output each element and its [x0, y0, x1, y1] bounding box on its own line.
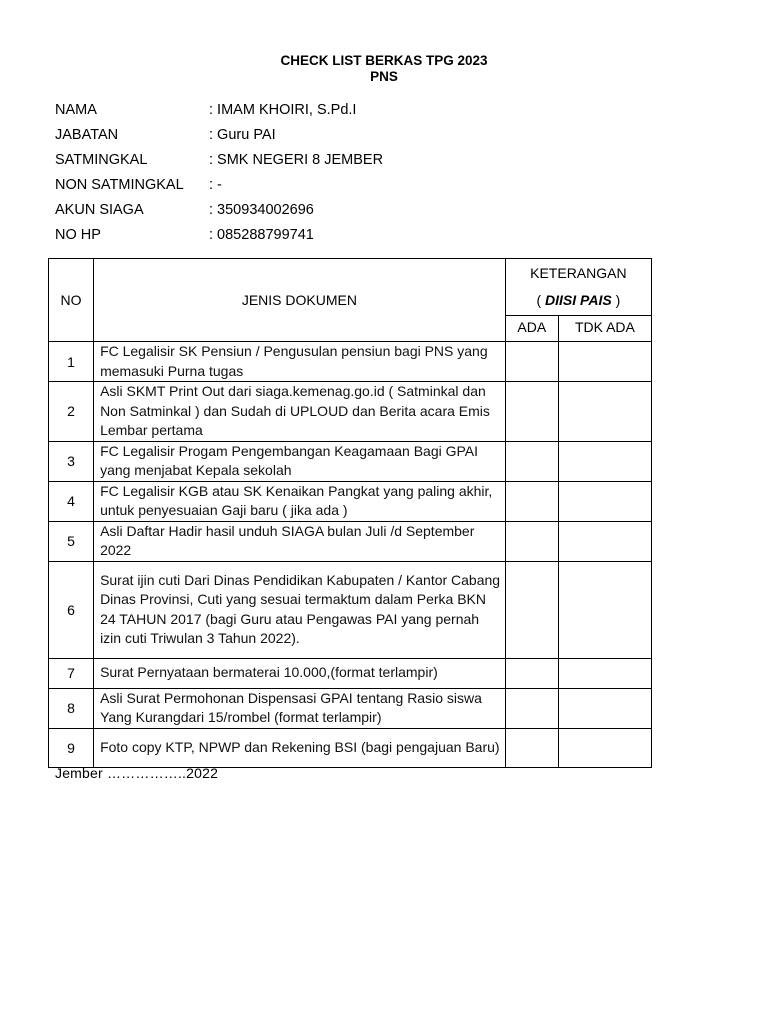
header-ada: ADA [505, 316, 558, 342]
row-number: 6 [49, 561, 94, 658]
signature-date-line: Jember ……………..2022 [55, 765, 219, 781]
header-diisi-note [506, 287, 651, 314]
row-number: 9 [49, 728, 94, 767]
header-keterangan-label: KETERANGAN [530, 265, 627, 281]
table-row [49, 521, 652, 561]
row-number: 2 [49, 382, 94, 442]
info-label: NAMA [55, 102, 97, 118]
info-value: : Guru PAI [209, 127, 276, 143]
row-tdk-ada-cell[interactable] [558, 658, 651, 688]
info-value: : 085288799741 [209, 227, 314, 243]
checklist-table [48, 258, 652, 768]
row-document: Surat Pernyataan bermaterai 10.000,(format terlampir) [94, 658, 506, 688]
row-document: Asli Surat Permohonan Dispensasi GPAI tentang Rasio siswa Yang Kurangdari 15/rombel (format terlampir) [94, 688, 506, 728]
row-document: FC Legalisir SK Pensiun / Pengusulan pensiun bagi PNS yang memasuki Purna tugas [94, 342, 506, 382]
table-row [49, 658, 652, 688]
row-document: FC Legalisir KGB atau SK Kenaikan Pangkat yang paling akhir, untuk penyesuaian Gaji baru ( jika ada ) [94, 481, 506, 521]
header-jenis-dokumen: JENIS DOKUMEN [94, 259, 506, 342]
document-subtitle: PNS [370, 69, 398, 84]
row-document: Asli Daftar Hadir hasil unduh SIAGA bulan Juli /d September 2022 [94, 521, 506, 561]
row-number: 7 [49, 658, 94, 688]
row-ada-cell[interactable] [505, 561, 558, 658]
table-row [49, 481, 652, 521]
row-tdk-ada-cell[interactable] [558, 521, 651, 561]
row-tdk-ada-cell[interactable] [558, 561, 651, 658]
row-number: 3 [49, 441, 94, 481]
table-row [49, 688, 652, 728]
row-document: Foto copy KTP, NPWP dan Rekening BSI (bagi pengajuan Baru) [94, 728, 506, 767]
row-tdk-ada-cell[interactable] [558, 342, 651, 382]
row-tdk-ada-cell[interactable] [558, 382, 651, 442]
info-value: : IMAM KHOIRI, S.Pd.I [209, 102, 357, 118]
row-ada-cell[interactable] [505, 728, 558, 767]
table-row [49, 342, 652, 382]
row-document: Surat ijin cuti Dari Dinas Pendidikan Kabupaten / Kantor Cabang Dinas Provinsi, Cuti yang sesuai termaktum dalam Perka BKN 24 TAHUN 2017 (bagi Guru atau Pengawas PAI yang pernah izin cuti Triwulan 3 Tahun 2022). [94, 561, 506, 658]
table-row [49, 441, 652, 481]
row-tdk-ada-cell[interactable] [558, 441, 651, 481]
diisi-pais: DIISI PAIS [545, 292, 612, 308]
row-ada-cell[interactable] [505, 658, 558, 688]
info-label: JABATAN [55, 127, 119, 143]
row-ada-cell[interactable] [505, 521, 558, 561]
row-ada-cell[interactable] [505, 342, 558, 382]
info-label: NO HP [55, 227, 101, 243]
row-ada-cell[interactable] [505, 481, 558, 521]
diisi-close: ) [611, 292, 621, 308]
row-document: FC Legalisir Progam Pengembangan Keagamaan Bagi GPAI yang menjabat Kepala sekolah [94, 441, 506, 481]
row-number: 4 [49, 481, 94, 521]
row-ada-cell[interactable] [505, 441, 558, 481]
info-value: : - [209, 177, 222, 193]
header-tdk-ada: TDK ADA [558, 316, 651, 342]
row-ada-cell[interactable] [505, 382, 558, 442]
row-number: 1 [49, 342, 94, 382]
header-no: NO [49, 259, 94, 342]
header-keterangan [505, 259, 651, 316]
info-label: NON SATMINGKAL [55, 177, 184, 193]
row-tdk-ada-cell[interactable] [558, 728, 651, 767]
row-tdk-ada-cell[interactable] [558, 481, 651, 521]
header-row-top [49, 259, 652, 316]
row-document: Asli SKMT Print Out dari siaga.kemenag.go.id ( Satminkal dan Non Satminkal ) dan Sudah di UPLOUD dan Berita acara Emis Lembar pertama [94, 382, 506, 442]
row-ada-cell[interactable] [505, 688, 558, 728]
document-title: CHECK LIST BERKAS TPG 2023 [280, 53, 488, 68]
table-row [49, 382, 652, 442]
info-value: : SMK NEGERI 8 JEMBER [209, 152, 384, 168]
diisi-open: ( [536, 292, 546, 308]
row-tdk-ada-cell[interactable] [558, 688, 651, 728]
info-value: : 350934002696 [209, 202, 314, 218]
table-row [49, 561, 652, 658]
info-label: AKUN SIAGA [55, 202, 144, 218]
row-number: 5 [49, 521, 94, 561]
info-label: SATMINGKAL [55, 152, 148, 168]
table-row [49, 728, 652, 767]
row-number: 8 [49, 688, 94, 728]
